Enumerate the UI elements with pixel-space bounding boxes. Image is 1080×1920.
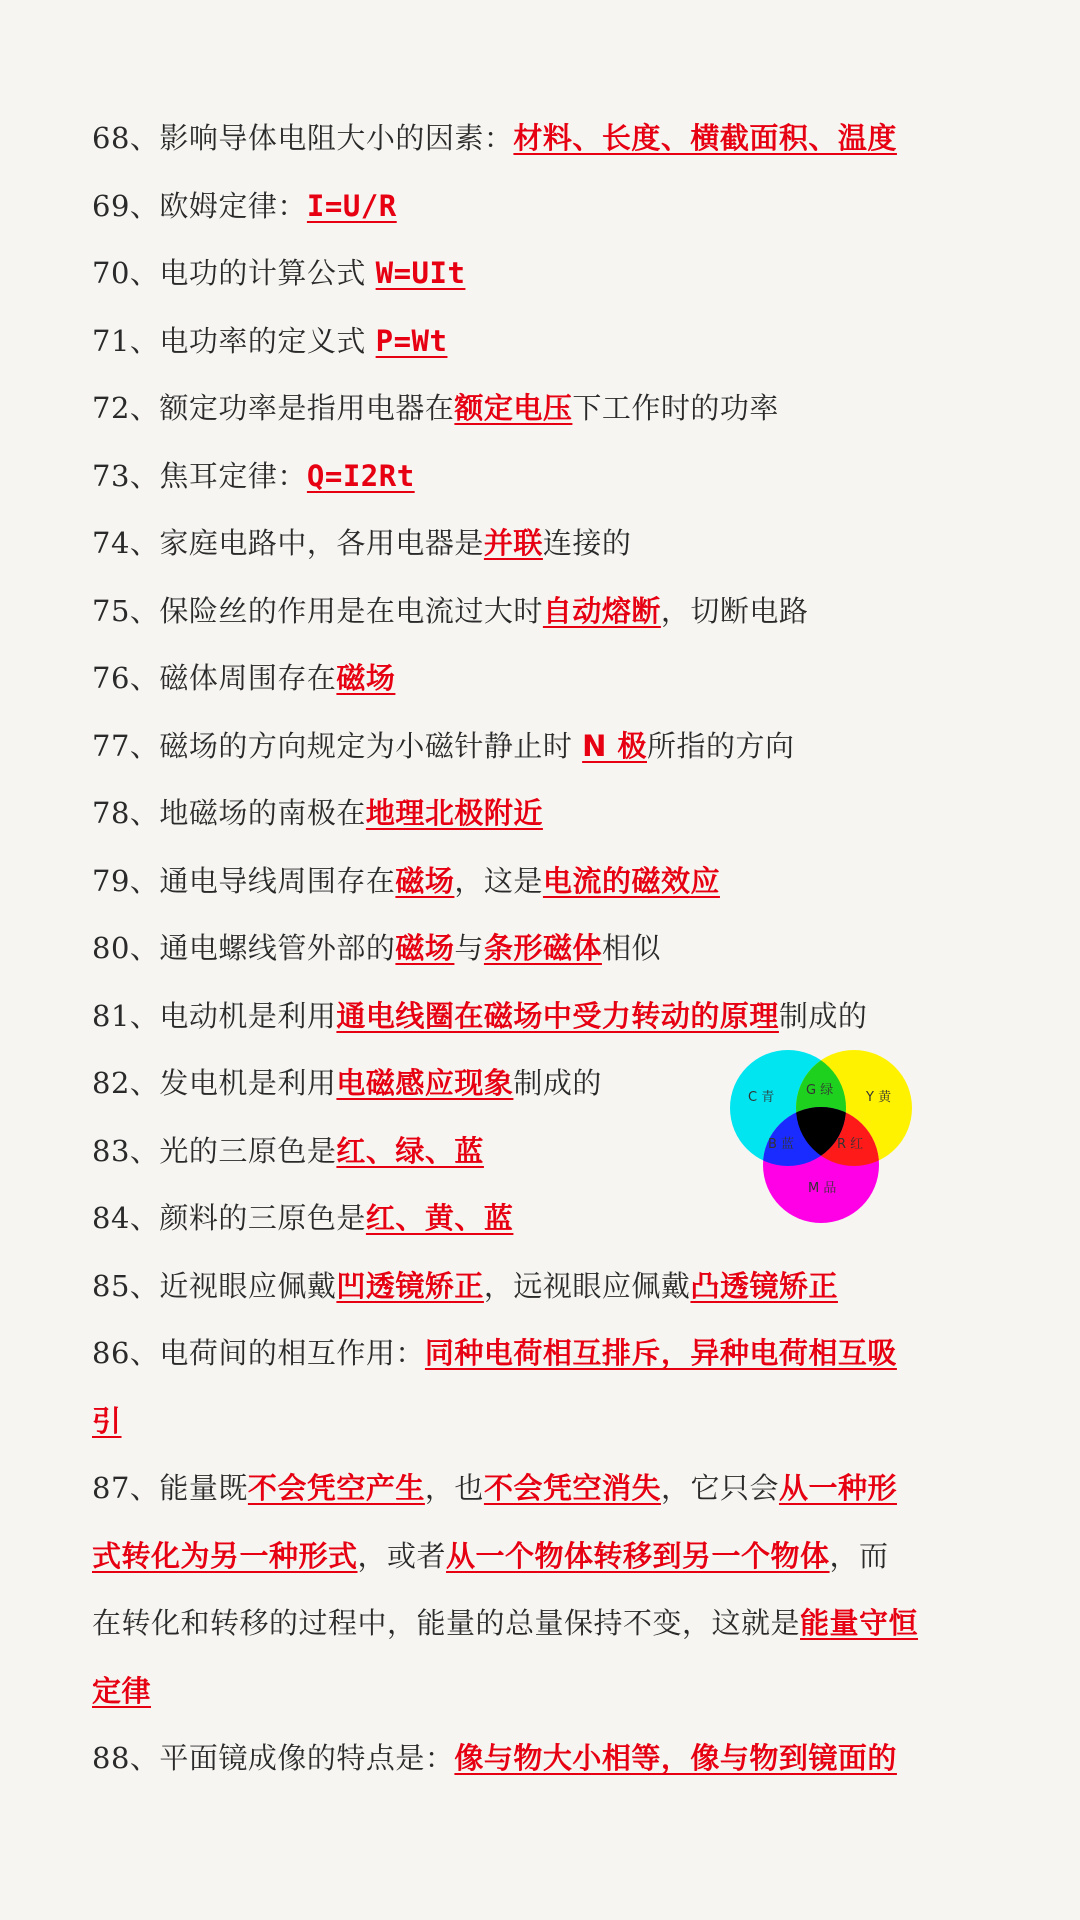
fact-text: ，远视眼应佩戴 [483, 1268, 691, 1303]
fact-line [92, 1523, 997, 1591]
highlighted-answer: 磁场 [395, 863, 455, 898]
fact-text: 连接的 [542, 526, 632, 560]
fact-text: 68、影响导体电阻大小的因素： [92, 121, 514, 155]
highlighted-answer: N 极 [582, 728, 647, 763]
fact-text: 77、磁场的方向规定为小磁针静止时 [92, 728, 583, 763]
highlighted-answer: 不会凭空消失 [483, 1471, 661, 1505]
highlighted-answer: 凸透镜矫正 [690, 1268, 838, 1303]
fact-line [92, 1455, 997, 1523]
highlighted-answer: 定律 [92, 1673, 152, 1708]
fact-text: 75、保险丝的作用是在电流过大时 [92, 593, 543, 628]
fact-line [92, 308, 997, 376]
fact-line [92, 105, 997, 173]
fact-text: 83、光的三原色是 [92, 1133, 337, 1168]
fact-text: 在转化和转移的过程中，能量的总量保持不变，这就是 [92, 1606, 801, 1640]
fact-line [92, 645, 997, 713]
fact-text: ，它只会 [660, 1471, 779, 1505]
fact-line [92, 240, 997, 308]
fact-line [92, 915, 997, 983]
highlighted-answer: 材料、长度、横截面积、温度 [513, 121, 897, 155]
fact-text: 71、电功率的定义式 [92, 323, 376, 358]
fact-text: 70、电功的计算公式 [92, 256, 376, 290]
fact-line [92, 578, 997, 646]
color-mixing-venn-diagram [728, 1045, 914, 1231]
fact-text: 79、通电导线周围存在 [92, 863, 396, 898]
fact-text: 所指的方向 [647, 728, 795, 763]
fact-text: ，也 [424, 1471, 484, 1505]
fact-line [92, 510, 997, 578]
highlighted-answer: 电流的磁效应 [542, 863, 720, 898]
highlighted-answer: 同种电荷相互排斥，异种电荷相互吸 [424, 1336, 897, 1370]
highlighted-answer: 红、黄、蓝 [365, 1201, 514, 1235]
highlighted-answer: 地理北极附近 [365, 796, 543, 830]
fact-text: ，或者 [357, 1538, 447, 1573]
fact-text: ，切断电路 [660, 593, 809, 628]
fact-text: 88、平面镜成像的特点是： [92, 1741, 455, 1775]
fact-text: 82、发电机是利用 [92, 1066, 337, 1100]
highlighted-answer: Q=I2Rt [306, 458, 415, 493]
fact-text: 相似 [601, 931, 661, 965]
fact-text: ，这是 [454, 863, 543, 898]
fact-text: 78、地磁场的南极在 [92, 796, 366, 830]
highlighted-answer: 条形磁体 [483, 931, 602, 965]
fact-text: 81、电动机是利用 [92, 998, 337, 1033]
fact-line [92, 1725, 997, 1793]
fact-line [92, 713, 997, 781]
highlighted-answer: 不会凭空产生 [247, 1471, 425, 1505]
highlighted-answer: 额定电压 [454, 391, 573, 425]
yellow-label: Y 黄 [866, 1090, 892, 1105]
green-label: G 绿 [806, 1083, 834, 1098]
fact-line [92, 1253, 997, 1321]
fact-text: 制成的 [778, 998, 868, 1033]
fact-line [92, 1320, 997, 1388]
fact-text: 80、通电螺线管外部的 [92, 931, 396, 965]
fact-line [92, 983, 997, 1051]
fact-text: 86、电荷间的相互作用： [92, 1336, 425, 1370]
fact-text: 72、额定功率是指用电器在 [92, 391, 455, 425]
fact-text: 与 [454, 931, 484, 965]
fact-text: 74、家庭电路中，各用电器是 [92, 526, 484, 560]
fact-text: 制成的 [513, 1066, 602, 1100]
highlighted-answer: 并联 [483, 526, 543, 560]
blue-label: B 蓝 [768, 1137, 795, 1152]
fact-text: ，而 [829, 1538, 889, 1573]
fact-line [92, 443, 997, 511]
fact-line [92, 1590, 997, 1658]
highlighted-answer: 红、绿、蓝 [336, 1133, 484, 1168]
fact-line [92, 1658, 997, 1726]
highlighted-answer: 磁场 [395, 931, 455, 965]
fact-line [92, 780, 997, 848]
cyan-label: C 青 [748, 1090, 775, 1105]
highlighted-answer: 从一种形 [778, 1471, 897, 1505]
highlighted-answer: I=U/R [306, 188, 397, 223]
highlighted-answer: W=UIt [375, 256, 466, 290]
highlighted-answer: 从一个物体转移到另一个物体 [446, 1538, 830, 1573]
highlighted-answer: P=Wt [375, 323, 448, 358]
highlighted-answer: 自动熔断 [542, 593, 661, 628]
fact-text: 87、能量既 [92, 1471, 248, 1505]
red-label: R 红 [837, 1137, 864, 1152]
fact-line [92, 848, 997, 916]
fact-text: 85、近视眼应佩戴 [92, 1268, 337, 1303]
highlighted-answer: 凹透镜矫正 [336, 1268, 484, 1303]
highlighted-answer: 式转化为另一种形式 [92, 1538, 358, 1573]
fact-line [92, 1388, 997, 1456]
fact-line [92, 375, 997, 443]
fact-text: 76、磁体周围存在 [92, 661, 337, 695]
highlighted-answer: 引 [92, 1403, 122, 1438]
fact-text: 84、颜料的三原色是 [92, 1201, 366, 1235]
highlighted-answer: 磁场 [336, 661, 396, 695]
highlighted-answer: 像与物大小相等，像与物到镜面的 [454, 1741, 897, 1775]
highlighted-answer: 电磁感应现象 [336, 1066, 514, 1100]
fact-line [92, 173, 997, 241]
fact-text: 73、焦耳定律： [92, 458, 307, 493]
fact-text: 下工作时的功率 [572, 391, 779, 425]
magenta-label: M 品 [808, 1181, 837, 1196]
physics-facts-list [92, 105, 997, 1793]
fact-text: 69、欧姆定律： [92, 188, 307, 223]
highlighted-answer: 能量守恒 [800, 1606, 919, 1640]
highlighted-answer: 通电线圈在磁场中受力转动的原理 [336, 998, 779, 1033]
